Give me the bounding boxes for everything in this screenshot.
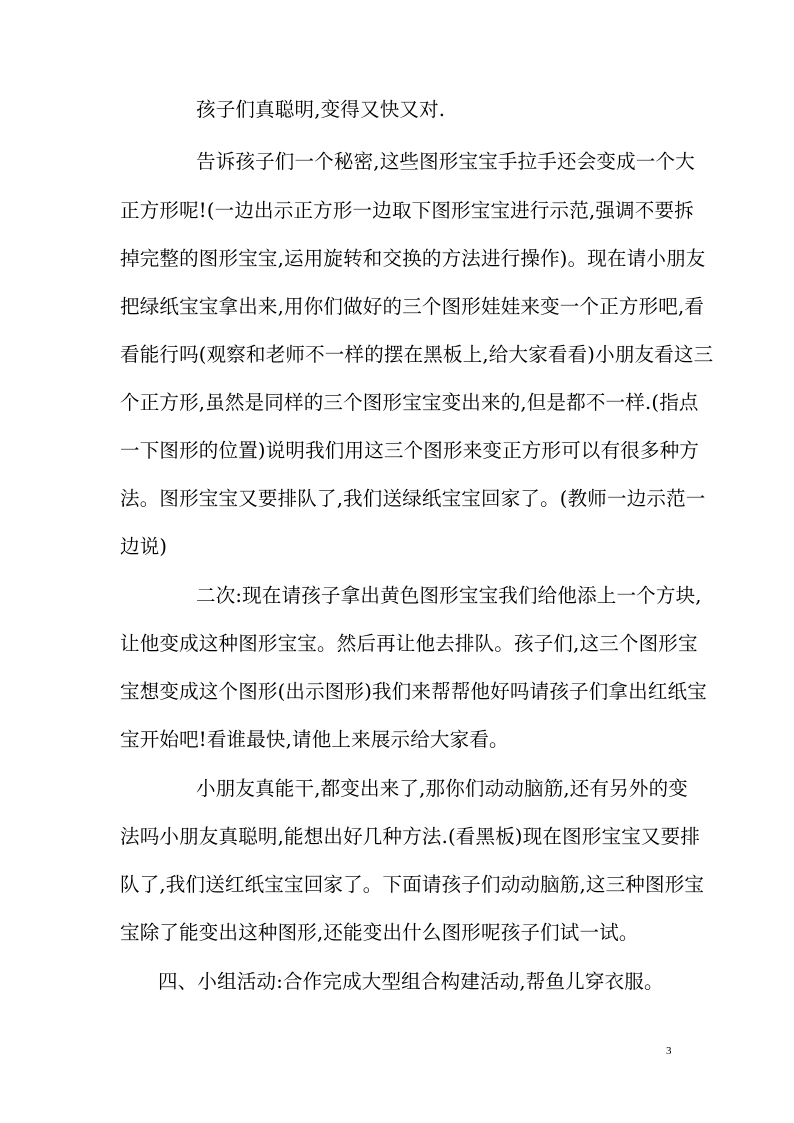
paragraph-line: 法吗小朋友真聪明,能想出好几种方法.(看黑板)现在图形宝宝又要排 [120, 825, 701, 848]
paragraph-line: 正方形呢!(一边出示正方形一边取下图形宝宝进行示范,强调不要拆 [120, 199, 694, 222]
paragraph-line: 告诉孩子们一个秘密,这些图形宝宝手拉手还会变成一个大 [196, 150, 695, 173]
paragraph-line: 二次:现在请孩子拿出黄色图形宝宝我们给他添上一个方块, [196, 584, 702, 607]
paragraph-line: 宝想变成这个图形(出示图形)我们来帮帮他好吗请孩子们拿出红纸宝 [120, 680, 707, 703]
paragraph-line: 孩子们真聪明,变得又快又对. [196, 98, 446, 121]
paragraph-line: 个正方形,虽然是同样的三个图形宝宝变出来的,但是都不一样.(指点 [120, 391, 699, 414]
paragraph-line: 把绿纸宝宝拿出来,用你们做好的三个图形娃娃来变一个正方形吧,看 [120, 295, 705, 318]
paragraph-line: 队了,我们送红纸宝宝回家了。下面请孩子们动动脑筋,这三种图形宝 [120, 873, 705, 896]
section-heading-line: 四、小组活动:合作完成大型组合构建活动,帮鱼儿穿衣服。 [158, 970, 664, 993]
paragraph-line: 法。图形宝宝又要排队了,我们送绿纸宝宝回家了。(教师一边示范一 [120, 487, 706, 510]
paragraph-line: 宝开始吧!看谁最快,请他上来展示给大家看。 [120, 728, 509, 751]
paragraph-line: 宝除了能变出这种图形,还能变出什么图形呢孩子们试一试。 [120, 921, 639, 944]
paragraph-line: 看能行吗(观察和老师不一样的摆在黑板上,给大家看看)小朋友看这三 [120, 343, 714, 366]
paragraph-line: 掉完整的图形宝宝,运用旋转和交换的方法进行操作)。现在请小朋友 [120, 247, 706, 270]
paragraph-line: 小朋友真能干,都变出来了,那你们动动脑筋,还有另外的变 [196, 777, 688, 800]
page-number: 3 [666, 1045, 672, 1057]
paragraph-line: 一下图形的位置)说明我们用这三个图形来变正方形可以有很多种方 [120, 439, 700, 462]
paragraph-line: 边说) [120, 535, 168, 558]
paragraph-line: 让他变成这种图形宝宝。然后再让他去排队。孩子们,这三个图形宝 [120, 632, 698, 655]
